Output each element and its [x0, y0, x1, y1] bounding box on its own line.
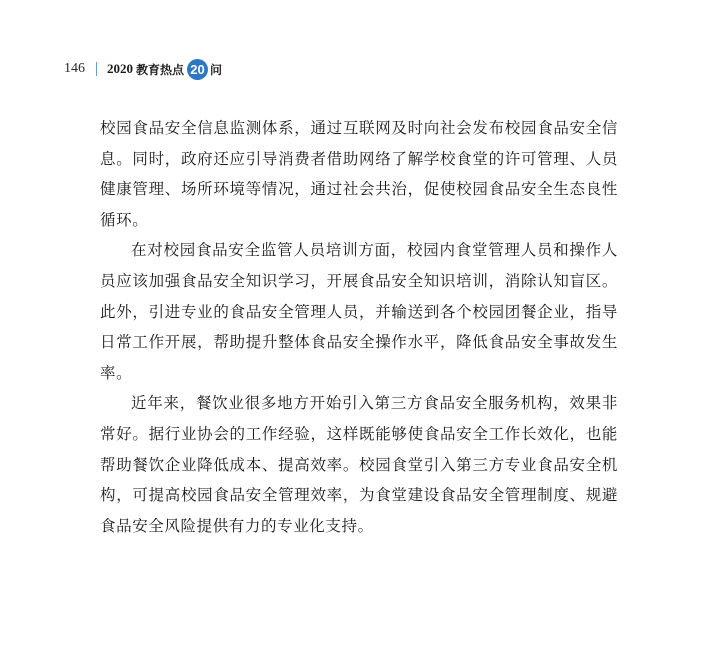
series-year: 2020 [107, 61, 133, 76]
body-text [100, 113, 618, 541]
header-divider [96, 62, 97, 76]
series-title: 教育热点 [136, 62, 185, 77]
series-number-badge: 20 [187, 59, 208, 80]
paragraph: 近年来，餐饮业很多地方开始引入第三方食品安全服务机构，效果非常好。据行业协会的工作经验，这样既能够使食品安全工作长效化，也能帮助餐饮企业降低成本、提高效率。校园食堂引入第三方专业食品安全机构，可提高校园食品安全管理效率，为食堂建设食品安全管理制度、规避食品安全风险提供有力的专业化支持。 [100, 394, 618, 535]
running-header [64, 58, 222, 80]
series-suffix: 问 [210, 62, 223, 77]
paragraph-continued: 校园食品安全信息监测体系，通过互联网及时向社会发布校园食品安全信息。同时，政府还应引导消费者借助网络了解学校食堂的许可管理、人员健康管理、场所环境等情况，通过社会共治，促使校园食品安全生态良性循环。 [100, 119, 618, 229]
page-number: 146 [64, 61, 85, 76]
paragraph: 在对校园食品安全监管人员培训方面，校园内食堂管理人员和操作人员应该加强食品安全知识学习，开展食品安全知识培训，消除认知盲区。此外，引进专业的食品安全管理人员，并输送到各个校园团餐企业，指导日常工作开展，帮助提升整体食品安全操作水平，降低食品安全事故发生率。 [100, 241, 618, 382]
